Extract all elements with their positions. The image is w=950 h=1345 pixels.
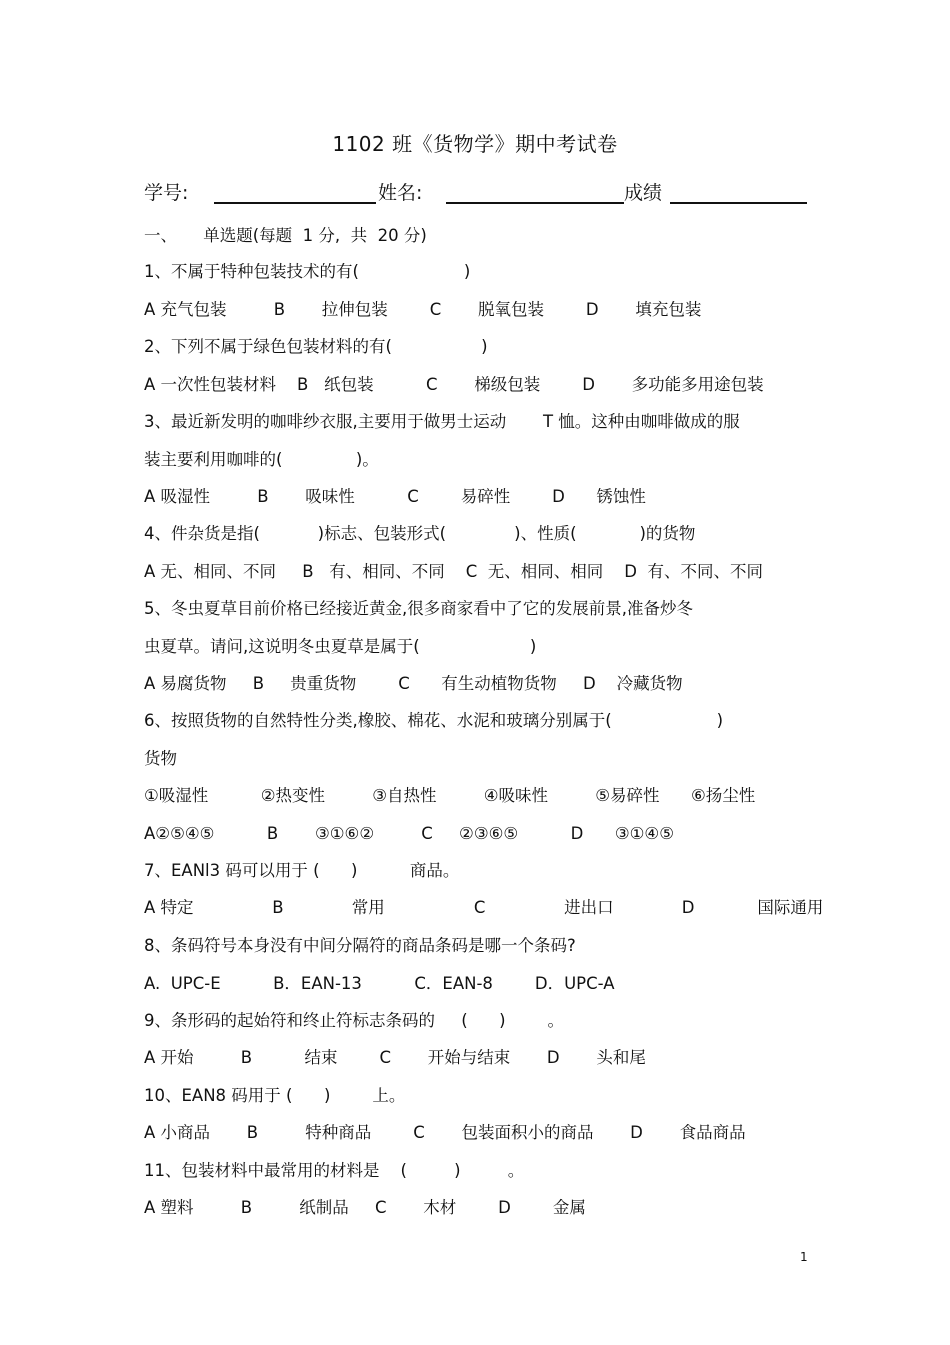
question-line: 1、不属于特种包装技术的有( ): [144, 262, 471, 281]
question-line: 2、下列不属于绿色包装材料的有( ): [144, 337, 488, 356]
options-line: A 易腐货物 B 贵重货物 C 有生动植物货物 D 冷藏货物: [144, 674, 683, 693]
student-id-blank[interactable]: [214, 202, 376, 204]
options-line: A 无、相同、不同 B 有、相同、不同 C 无、相同、相同 D 有、不同、不同: [144, 562, 763, 581]
question-line: 7、EANl3 码可以用于 ( ) 商品。: [144, 861, 460, 880]
page-number: 1: [800, 1250, 808, 1264]
question-line: 8、条码符号本身没有中间分隔符的商品条码是哪一个条码?: [144, 936, 576, 955]
question-line: 10、EAN8 码用于 ( ) 上。: [144, 1086, 406, 1105]
options-line: A 吸湿性 B 吸味性 C 易碎性 D 锈蚀性: [144, 487, 646, 506]
exam-title: 1102 班《货物学》期中考试卷: [332, 132, 618, 156]
question-line: 货物: [144, 749, 177, 768]
question-line: 装主要利用咖啡的( )。: [144, 450, 379, 469]
options-line: A②⑤④⑤ B ③①⑥② C ②③⑥⑤ D ③①④⑤: [144, 824, 675, 843]
score-label: 成绩: [624, 182, 663, 204]
options-line: A 一次性包装材料 B 纸包装 C 梯级包装 D 多功能多用途包装: [144, 375, 764, 394]
student-id-label: 学号:: [144, 182, 189, 204]
question-line: 3、最近新发明的咖啡纱衣服,主要用于做男士运动 T 恤。这种由咖啡做成的服: [144, 412, 740, 431]
section-heading: 一、 单选题(每题 1 分, 共 20 分): [144, 226, 427, 245]
question-line: 4、件杂货是指( )标志、包装形式( )、性质( )的货物: [144, 524, 696, 543]
name-blank[interactable]: [446, 202, 624, 204]
options-line: A 塑料 B 纸制品 C 木材 D 金属: [144, 1198, 586, 1217]
score-blank[interactable]: [670, 202, 807, 204]
options-line: A 特定 B 常用 C 进出口 D 国际通用: [144, 898, 824, 917]
options-line: A 小商品 B 特种商品 C 包装面积小的商品 D 食品商品: [144, 1123, 746, 1142]
question-line: 9、条形码的起始符和终止符标志条码的 ( ) 。: [144, 1011, 565, 1030]
properties-line: ①吸湿性 ②热变性 ③自热性 ④吸味性 ⑤易碎性 ⑥扬尘性: [144, 786, 756, 805]
options-line: A 充气包装 B 拉伸包装 C 脱氧包装 D 填充包装: [144, 300, 702, 319]
name-label: 姓名:: [378, 182, 423, 204]
question-line: 11、包装材料中最常用的材料是 ( ) 。: [144, 1161, 525, 1180]
question-line: 虫夏草。请问,这说明冬虫夏草是属于( ): [144, 637, 537, 656]
question-line: 5、冬虫夏草目前价格已经接近黄金,很多商家看中了它的发展前景,准备炒冬: [144, 599, 693, 618]
options-line: A 开始 B 结束 C 开始与结束 D 头和尾: [144, 1048, 646, 1067]
student-info-row: [144, 176, 809, 208]
options-line: A. UPC-E B．EAN-13 C．EAN-8 D．UPC-A: [144, 974, 615, 993]
question-line: 6、按照货物的自然特性分类,橡胶、棉花、水泥和玻璃分别属于( ): [144, 711, 724, 730]
